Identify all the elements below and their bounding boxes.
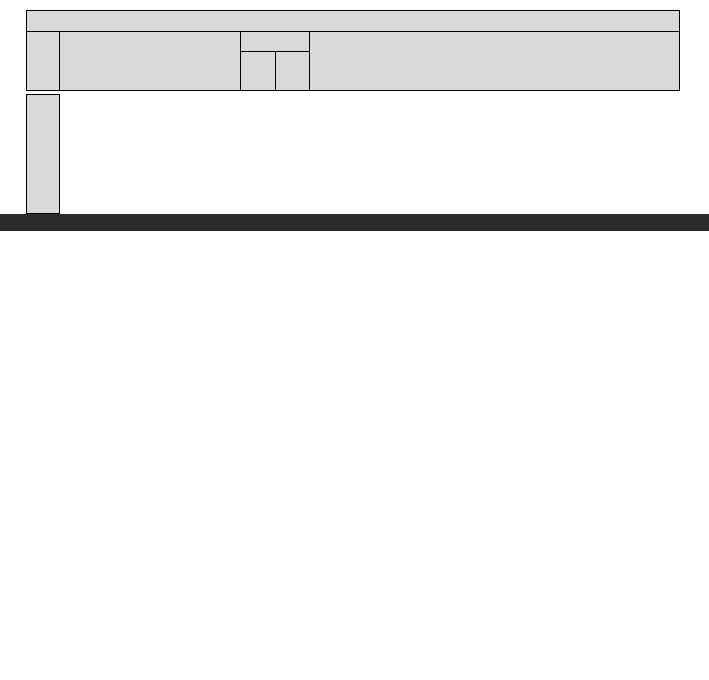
header-content	[309, 31, 680, 91]
document-page-bottom	[0, 231, 709, 680]
header-wykr	[275, 51, 310, 91]
section-title	[26, 10, 680, 32]
header-lp	[26, 31, 60, 91]
partner-lp	[26, 94, 60, 214]
document-page-top	[0, 0, 709, 214]
page-separator	[0, 214, 709, 231]
header-wprow	[240, 51, 276, 91]
header-nr-wpisu	[240, 31, 310, 52]
header-field	[59, 31, 241, 91]
